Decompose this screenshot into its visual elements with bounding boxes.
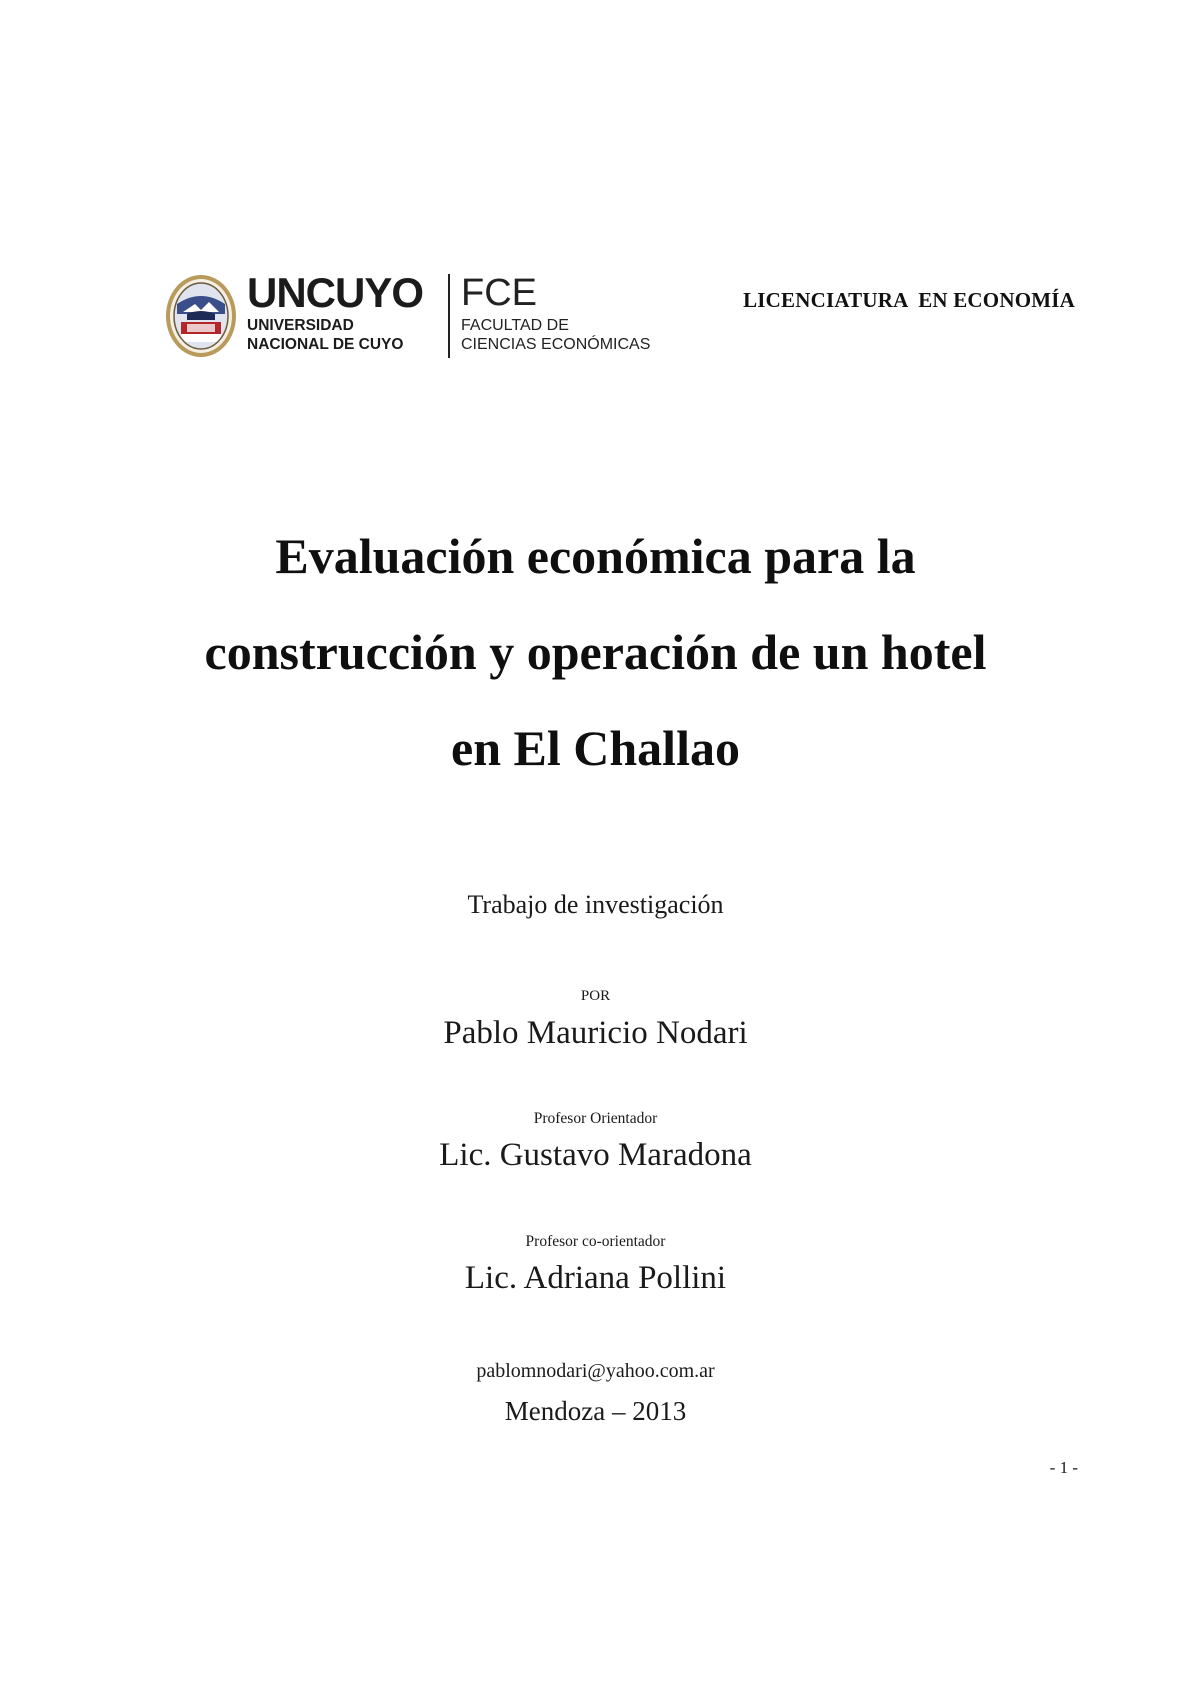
author-name: Pablo Mauricio Nodari	[443, 1015, 748, 1051]
uncuyo-line-1: UNIVERSIDAD	[247, 317, 354, 334]
fce-line-1: FACULTAD DE	[461, 317, 569, 334]
advisor-label: Profesor Orientador	[533, 1110, 658, 1127]
document-title	[100, 508, 1091, 796]
degree-label: LICENCIATURA EN ECONOMÍA	[743, 288, 1075, 312]
logo-divider	[448, 274, 450, 358]
title-line-2: construcción y operación de un hotel	[204, 624, 987, 680]
advisor-name: Lic. Gustavo Maradona	[439, 1137, 752, 1173]
title-line-1: Evaluación económica para la	[275, 528, 916, 584]
fce-logo	[461, 272, 650, 354]
uncuyo-line-2: NACIONAL DE CUYO	[247, 336, 404, 353]
fce-line-2: CIENCIAS ECONÓMICAS	[461, 336, 651, 353]
author-email: pablomnodari@yahoo.com.ar	[476, 1360, 715, 1382]
uncuyo-logo	[247, 269, 424, 354]
co-advisor-label: Profesor co-orientador	[525, 1233, 666, 1250]
document-subtitle: Trabajo de investigación	[467, 890, 724, 919]
by-label: POR	[580, 988, 611, 1004]
page-number: - 1 -	[1049, 1458, 1078, 1477]
uncuyo-name: UNCUYO	[247, 269, 424, 316]
header	[165, 269, 1075, 367]
university-seal-icon	[165, 274, 237, 358]
fce-name: FCE	[461, 272, 537, 314]
co-advisor-name: Lic. Adriana Pollini	[464, 1260, 727, 1296]
title-line-3: en El Challao	[451, 720, 740, 776]
place-and-year: Mendoza – 2013	[504, 1396, 687, 1426]
